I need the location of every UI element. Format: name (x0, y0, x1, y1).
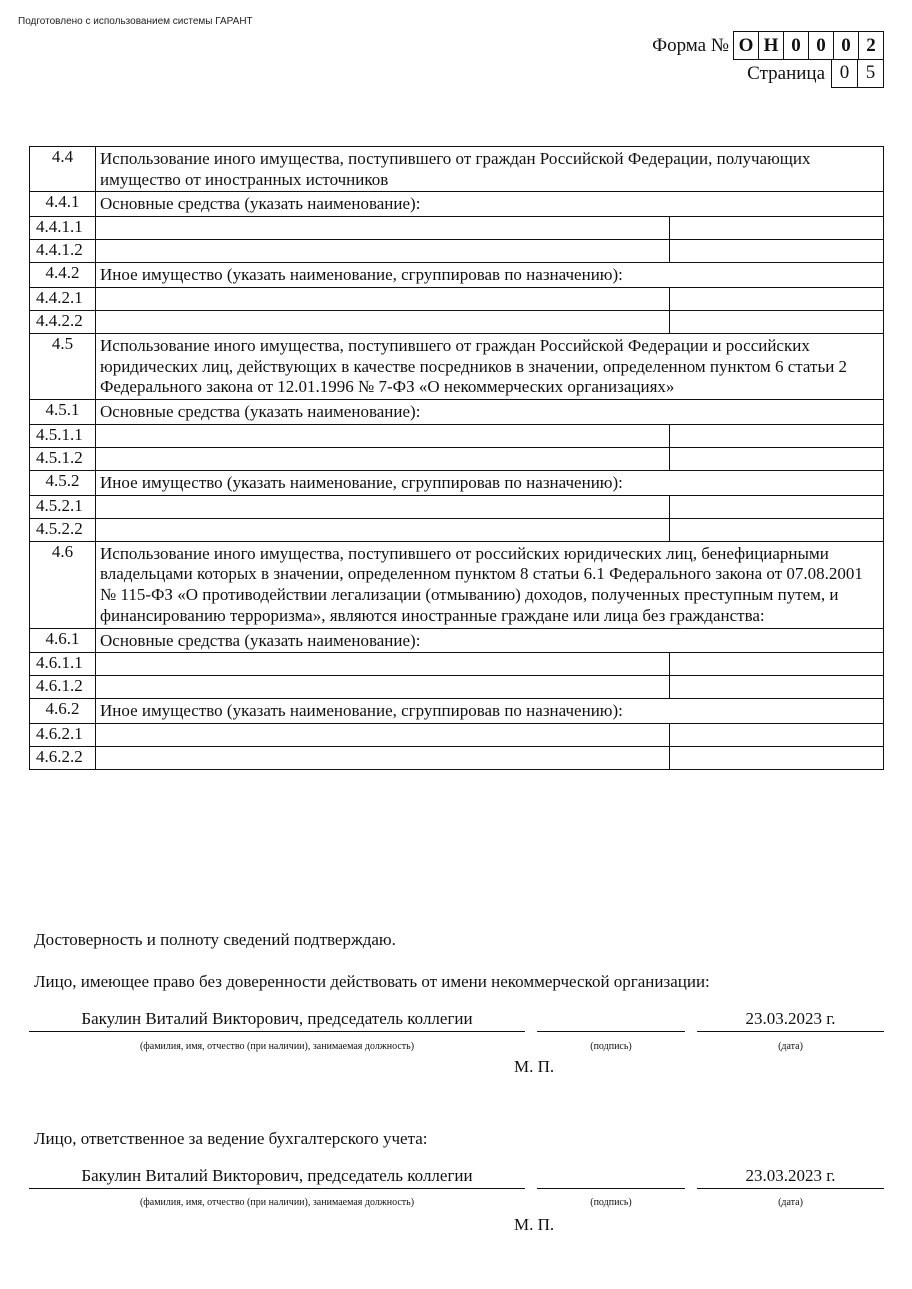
signer-1-stamp-place: М. П. (514, 1057, 555, 1076)
row-number: 4.4.1 (30, 192, 96, 217)
row-description: Основные средства (указать наименование): (96, 192, 884, 217)
signer-1-date-field[interactable]: 23.03.2023 г. (697, 1009, 884, 1032)
table-row (30, 447, 884, 470)
page-number-digit: 5 (857, 59, 883, 87)
row-number: 4.4.1.2 (30, 240, 96, 263)
row-number: 4.5.1 (30, 400, 96, 425)
row-number: 4.6.2.1 (30, 724, 96, 747)
form-number-boxes (733, 31, 884, 60)
row-number: 4.6.2 (30, 699, 96, 724)
signer-1-label: Лицо, имеющее право без доверенности действовать от имени некоммерческой организации: (34, 972, 710, 991)
row-description: Использование иного имущества, поступившего от граждан Российской Федерации и российских юридических лиц, действующих в качестве посредников в значении, определенном пунктом 6 статьи 2 Федерального закона от 12.01.1996 № 7-ФЗ «О некоммерческих организациях» (96, 333, 884, 399)
item-name-cell[interactable] (96, 240, 670, 263)
row-description: Иное имущество (указать наименование, сгруппировав по назначению): (96, 263, 884, 288)
row-number: 4.5.1.2 (30, 447, 96, 470)
confirmation-text: Достоверность и полноту сведений подтверждаю. (34, 930, 396, 949)
signer-2-signature-field[interactable] (537, 1166, 685, 1189)
table-row (30, 628, 884, 653)
header-note: Подготовлено с использованием системы ГАРАНТ (18, 16, 253, 27)
item-value-cell[interactable] (670, 747, 884, 770)
table-row (30, 676, 884, 699)
row-number: 4.6.1.1 (30, 653, 96, 676)
page-number-digit: 0 (839, 62, 850, 83)
signer-1-name-caption: (фамилия, имя, отчество (при наличии), занимаемая должность) (139, 1041, 415, 1052)
page-number-label: Страница (747, 62, 825, 84)
signer-1-signature-caption: (подпись) (590, 1041, 632, 1052)
item-value-cell[interactable] (670, 495, 884, 518)
table-row (30, 724, 884, 747)
item-value-cell[interactable] (670, 287, 884, 310)
table-row (30, 470, 884, 495)
row-number: 4.6.2.2 (30, 747, 96, 770)
row-number: 4.5.2 (30, 470, 96, 495)
signer-2-stamp-place: М. П. (514, 1215, 555, 1234)
item-name-cell[interactable] (96, 310, 670, 333)
signer-2-date-field[interactable]: 23.03.2023 г. (697, 1166, 884, 1189)
form-number-char: Н (758, 32, 783, 59)
row-number: 4.6.1 (30, 628, 96, 653)
row-number: 4.6 (30, 541, 96, 628)
form-number-char: 0 (783, 32, 808, 59)
row-description: Основные средства (указать наименование): (96, 628, 884, 653)
item-value-cell[interactable] (670, 447, 884, 470)
form-number-char: 0 (808, 32, 833, 59)
form-number-char: О (738, 34, 754, 56)
item-value-cell[interactable] (670, 676, 884, 699)
item-name-cell[interactable] (96, 676, 670, 699)
item-value-cell[interactable] (670, 217, 884, 240)
table-row (30, 400, 884, 425)
item-name-cell[interactable] (96, 495, 670, 518)
signer-2-name-caption: (фамилия, имя, отчество (при наличии), занимаемая должность) (139, 1197, 415, 1208)
signer-2-label: Лицо, ответственное за ведение бухгалтерского учета: (34, 1129, 428, 1148)
row-description: Использование иного имущества, поступившего от российских юридических лиц, бенефициарными владельцами которых в значении, определенном пунктом 8 статьи 6.1 Федерального закона от 07.08.2001 № 115-ФЗ «О противодействии легализации (отмыванию) доходов, полученных преступным путем, и финансированию терроризма», являются иностранные граждане или лица без гражданства: (96, 541, 884, 628)
signer-2-date-caption: (дата) (778, 1197, 803, 1208)
item-name-cell[interactable] (96, 653, 670, 676)
row-number: 4.4.2 (30, 263, 96, 288)
signer-2-name-field[interactable]: Бакулин Виталий Викторович, председатель коллегии (29, 1166, 525, 1189)
row-number: 4.5.2.2 (30, 518, 96, 541)
signer-1-signature-field[interactable] (537, 1009, 685, 1032)
item-name-cell[interactable] (96, 747, 670, 770)
form-number-char: 0 (833, 32, 858, 59)
table-row (30, 240, 884, 263)
item-name-cell[interactable] (96, 287, 670, 310)
item-name-cell[interactable] (96, 518, 670, 541)
table-body (30, 147, 884, 770)
table-row (30, 192, 884, 217)
signer-1-name-field[interactable]: Бакулин Виталий Викторович, председатель коллегии (29, 1009, 525, 1032)
row-number: 4.5.2.1 (30, 495, 96, 518)
form-number-label: Форма № (652, 34, 729, 56)
property-usage-table (29, 146, 884, 770)
table-row (30, 287, 884, 310)
table-row (30, 217, 884, 240)
item-value-cell[interactable] (670, 724, 884, 747)
row-number: 4.4.2.1 (30, 287, 96, 310)
row-number: 4.5 (30, 333, 96, 399)
page-number (747, 59, 884, 88)
row-number: 4.5.1.1 (30, 424, 96, 447)
row-number: 4.4.2.2 (30, 310, 96, 333)
table-row (30, 518, 884, 541)
table-row (30, 310, 884, 333)
table-row (30, 147, 884, 192)
table-row (30, 495, 884, 518)
table-row (30, 333, 884, 399)
item-name-cell[interactable] (96, 724, 670, 747)
item-name-cell[interactable] (96, 447, 670, 470)
row-number: 4.6.1.2 (30, 676, 96, 699)
row-description: Основные средства (указать наименование): (96, 400, 884, 425)
table-row (30, 747, 884, 770)
signer-2-signature-caption: (подпись) (590, 1197, 632, 1208)
table-row (30, 424, 884, 447)
page-number-boxes (831, 59, 884, 88)
item-value-cell[interactable] (670, 240, 884, 263)
item-name-cell[interactable] (96, 217, 670, 240)
row-description: Иное имущество (указать наименование, сгруппировав по назначению): (96, 470, 884, 495)
form-number (652, 31, 884, 60)
item-value-cell[interactable] (670, 518, 884, 541)
row-description: Использование иного имущества, поступившего от граждан Российской Федерации, получающих имущество от иностранных источников (96, 147, 884, 192)
signer-1-date-caption: (дата) (778, 1041, 803, 1052)
row-description: Иное имущество (указать наименование, сгруппировав по назначению): (96, 699, 884, 724)
table-row (30, 263, 884, 288)
table-row (30, 699, 884, 724)
item-value-cell[interactable] (670, 653, 884, 676)
table-row (30, 541, 884, 628)
item-value-cell[interactable] (670, 424, 884, 447)
item-value-cell[interactable] (670, 310, 884, 333)
row-number: 4.4.1.1 (30, 217, 96, 240)
table-row (30, 653, 884, 676)
item-name-cell[interactable] (96, 424, 670, 447)
form-number-char: 2 (858, 32, 883, 59)
row-number: 4.4 (30, 147, 96, 192)
